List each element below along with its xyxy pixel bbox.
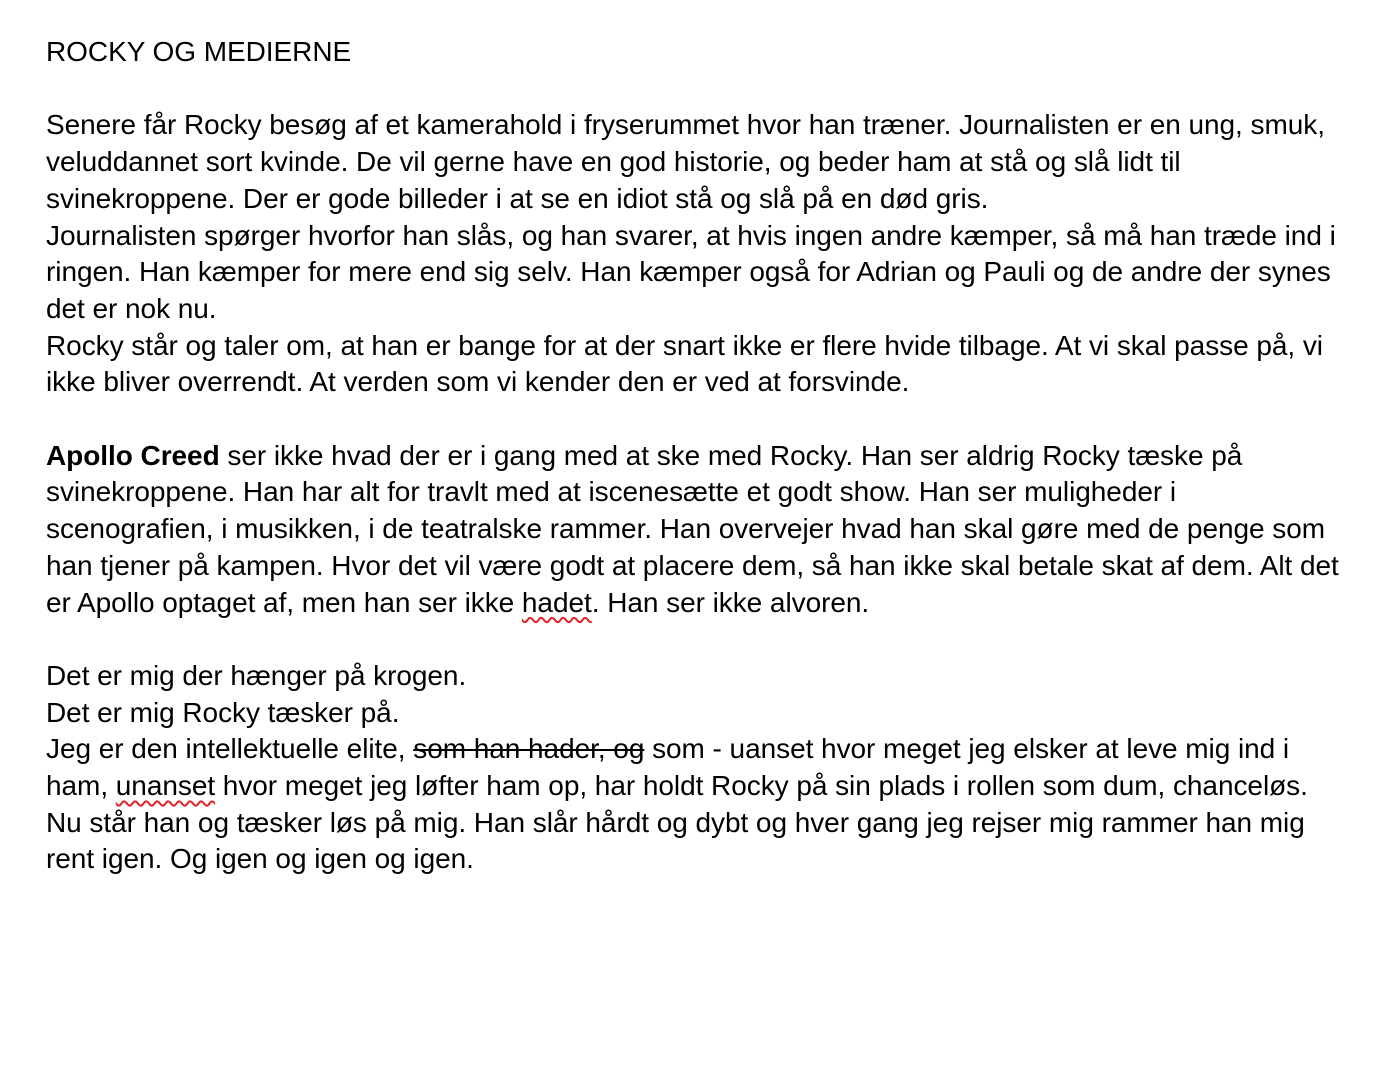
blank-line xyxy=(46,401,1346,438)
blank-line xyxy=(46,71,1346,108)
paragraph-intellectual-elite xyxy=(46,731,1346,878)
document-title: ROCKY OG MEDIERNE xyxy=(46,36,352,67)
paragraph-rocky-speech: Rocky står og taler om, at han er bange for at der snart ikke er flere hvide tilbage. At vi skal passe på, vi ikke bliver overrendt. At verden som vi kender den er ved at forsvinde. xyxy=(46,329,1323,398)
strikethrough-text: som han hader, og xyxy=(413,733,645,765)
document-page[interactable] xyxy=(46,34,1346,878)
spellcheck-flagged-word[interactable]: unanset xyxy=(115,770,216,802)
elite-text-end: hvor meget jeg løfter ham op, har holdt Rocky på sin plads i rollen som dum, chanceløs. Nu står han og tæsker løs på mig. Han slår hårdt og dybt og hver gang jeg rejser mig rammer han mig rent igen. Og igen og igen og igen. xyxy=(46,770,1308,875)
elite-text-mid: som - uanset hvor meget jeg elsker at leve mig ind i ham, xyxy=(46,733,1290,802)
line-hanging-on-hook: Det er mig der hænger på krogen. xyxy=(46,659,467,691)
paragraph-apollo-creed xyxy=(46,438,1346,622)
paragraph-journalist-visit: Senere får Rocky besøg af et kamerahold i fryserummet hvor han træner. Journalisten er en ung, smuk, veluddannet sort kvinde. De vil gerne have en god historie, og beder ham at stå og slå lidt til svinekroppene. Der er gode billeder i at se en idiot stå og slå på en død gris. xyxy=(46,109,1325,214)
blank-line xyxy=(46,621,1346,658)
elite-text-start: Jeg er den intellektuelle elite, xyxy=(46,733,414,765)
spellcheck-flagged-word[interactable]: hadet xyxy=(521,586,592,618)
bold-name-apollo-creed: Apollo Creed xyxy=(46,439,220,471)
line-rocky-beats: Det er mig Rocky tæsker på. xyxy=(46,696,400,728)
apollo-text-part-a: ser ikke hvad der er i gang med at ske med Rocky. Han ser aldrig Rocky tæske på svinekroppene. Han har alt for travlt med at iscenesætte et godt show. Han ser muligheder i scenografien, i musikken, i de teatralske rammer. Han overvejer hvad han skal gøre med de penge som han tjener på kampen. Hvor det vil være godt at placere dem, så han ikke skal betale skat af dem. Alt det er Apollo optaget af, men han ser ikke xyxy=(46,439,1339,618)
apollo-text-part-b: . Han ser ikke alvoren. xyxy=(591,586,870,618)
paragraph-journalist-question: Journalisten spørger hvorfor han slås, og han svarer, at hvis ingen andre kæmper, så må han træde ind i ringen. Han kæmper for mere end sig selv. Han kæmper også for Adrian og Pauli og de andre der synes det er nok nu. xyxy=(46,219,1336,324)
